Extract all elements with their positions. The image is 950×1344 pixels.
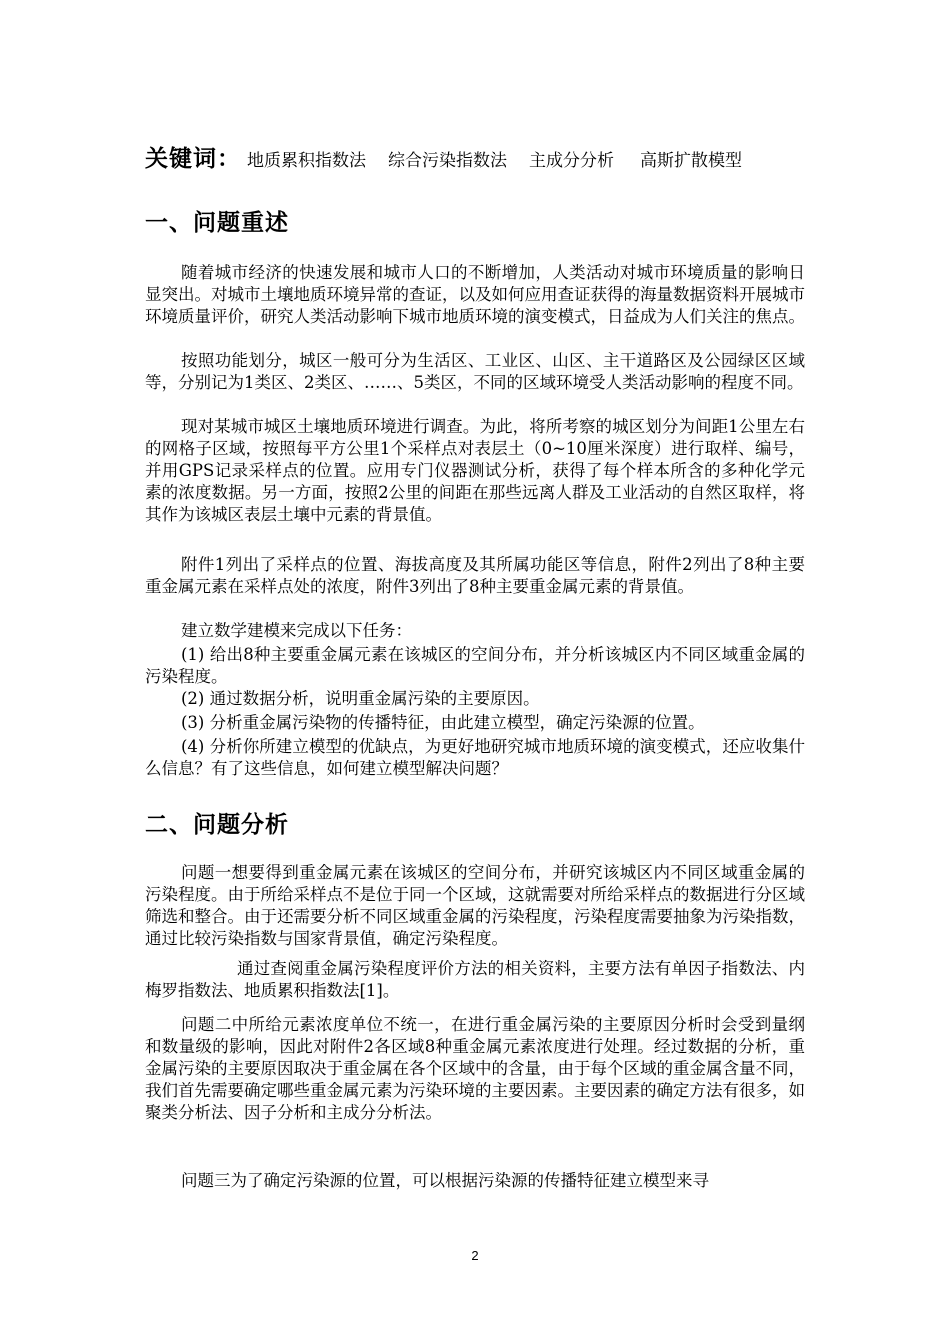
body-paragraph: 现对某城市城区土壤地质环境进行调查。为此，将所考察的城区划分为间距1公里左右的网格子区域，按照每平方公里1个采样点对表层土（0~10厘米深度）进行取样、编号，并用GPS记录采样点的位置。应用专门仪器测试分析，获得了每个样本所含的多种化学元素的浓度数据。另一方面，按照2公里的间距在那些远离人群及工业活动的自然区取样，将其作为该城区表层土壤中元素的背景值。 xyxy=(145,417,805,524)
task-item: (1) 给出8种主要重金属元素在该城区的空间分布，并分析该城区内不同区域重金属的污染程度。 xyxy=(145,645,805,686)
keywords-label: 关键词： xyxy=(145,146,241,172)
keyword-item: 地质累积指数法 xyxy=(247,151,366,171)
page-number: 2 xyxy=(471,1248,479,1263)
body-paragraph: 通过查阅重金属污染程度评价方法的相关资料，主要方法有单因子指数法、内梅罗指数法、地质累积指数法[1]。 xyxy=(145,959,805,1000)
keywords-line xyxy=(145,140,845,173)
section-heading: 一、问题重述 xyxy=(145,210,289,236)
body-paragraph: 问题二中所给元素浓度单位不统一，在进行重金属污染的主要原因分析时会受到量纲和数量级的影响，因此对附件2各区域8种重金属元素浓度进行处理。经过数据的分析，重金属污染的主要原因取决于重金属在各个区域中的含量，由于每个区域的重金属含量不同，我们首先需要确定哪些重金属元素为污染环境的主要因素。主要因素的确定方法有很多，如聚类分析法、因子分析和主成分分析法。 xyxy=(145,1015,805,1122)
section-heading: 二、问题分析 xyxy=(145,812,289,838)
task-item: (2) 通过数据分析，说明重金属污染的主要原因。 xyxy=(181,689,540,708)
body-paragraph: 建立数学建模来完成以下任务： xyxy=(181,621,412,640)
body-paragraph: 随着城市经济的快速发展和城市人口的不断增加，人类活动对城市环境质量的影响日显突出。对城市土壤地质环境异常的查证，以及如何应用查证获得的海量数据资料开展城市环境质量评价，研究人类活动影响下城市地质环境的演变模式，日益成为人们关注的焦点。 xyxy=(145,263,805,326)
body-paragraph: 问题三为了确定污染源的位置，可以根据污染源的传播特征建立模型来寻 xyxy=(181,1171,709,1190)
task-item: (4) 分析你所建立模型的优缺点，为更好地研究城市地质环境的演变模式，还应收集什么信息？有了这些信息，如何建立模型解决问题？ xyxy=(145,737,805,778)
body-paragraph: 按照功能划分，城区一般可分为生活区、工业区、山区、主干道路区及公园绿区区域等，分别记为1类区、2类区、……、5类区，不同的区域环境受人类活动影响的程度不同。 xyxy=(145,351,805,392)
body-paragraph: 问题一想要得到重金属元素在该城区的空间分布，并研究该城区内不同区域重金属的污染程度。由于所给采样点不是位于同一个区域，这就需要对所给采样点的数据进行分区域筛选和整合。由于还需要分析不同区域重金属的污染程度，污染程度需要抽象为污染指数，通过比较污染指数与国家背景值，确定污染程度。 xyxy=(145,863,805,948)
keyword-item: 高斯扩散模型 xyxy=(640,151,742,171)
keyword-item: 主成分分析 xyxy=(529,151,614,171)
keyword-item: 综合污染指数法 xyxy=(388,151,507,171)
body-paragraph: 附件1列出了采样点的位置、海拔高度及其所属功能区等信息，附件2列出了8种主要重金属元素在采样点处的浓度，附件3列出了8种主要重金属元素的背景值。 xyxy=(145,555,805,596)
task-item: (3) 分析重金属污染物的传播特征，由此建立模型，确定污染源的位置。 xyxy=(181,713,705,732)
